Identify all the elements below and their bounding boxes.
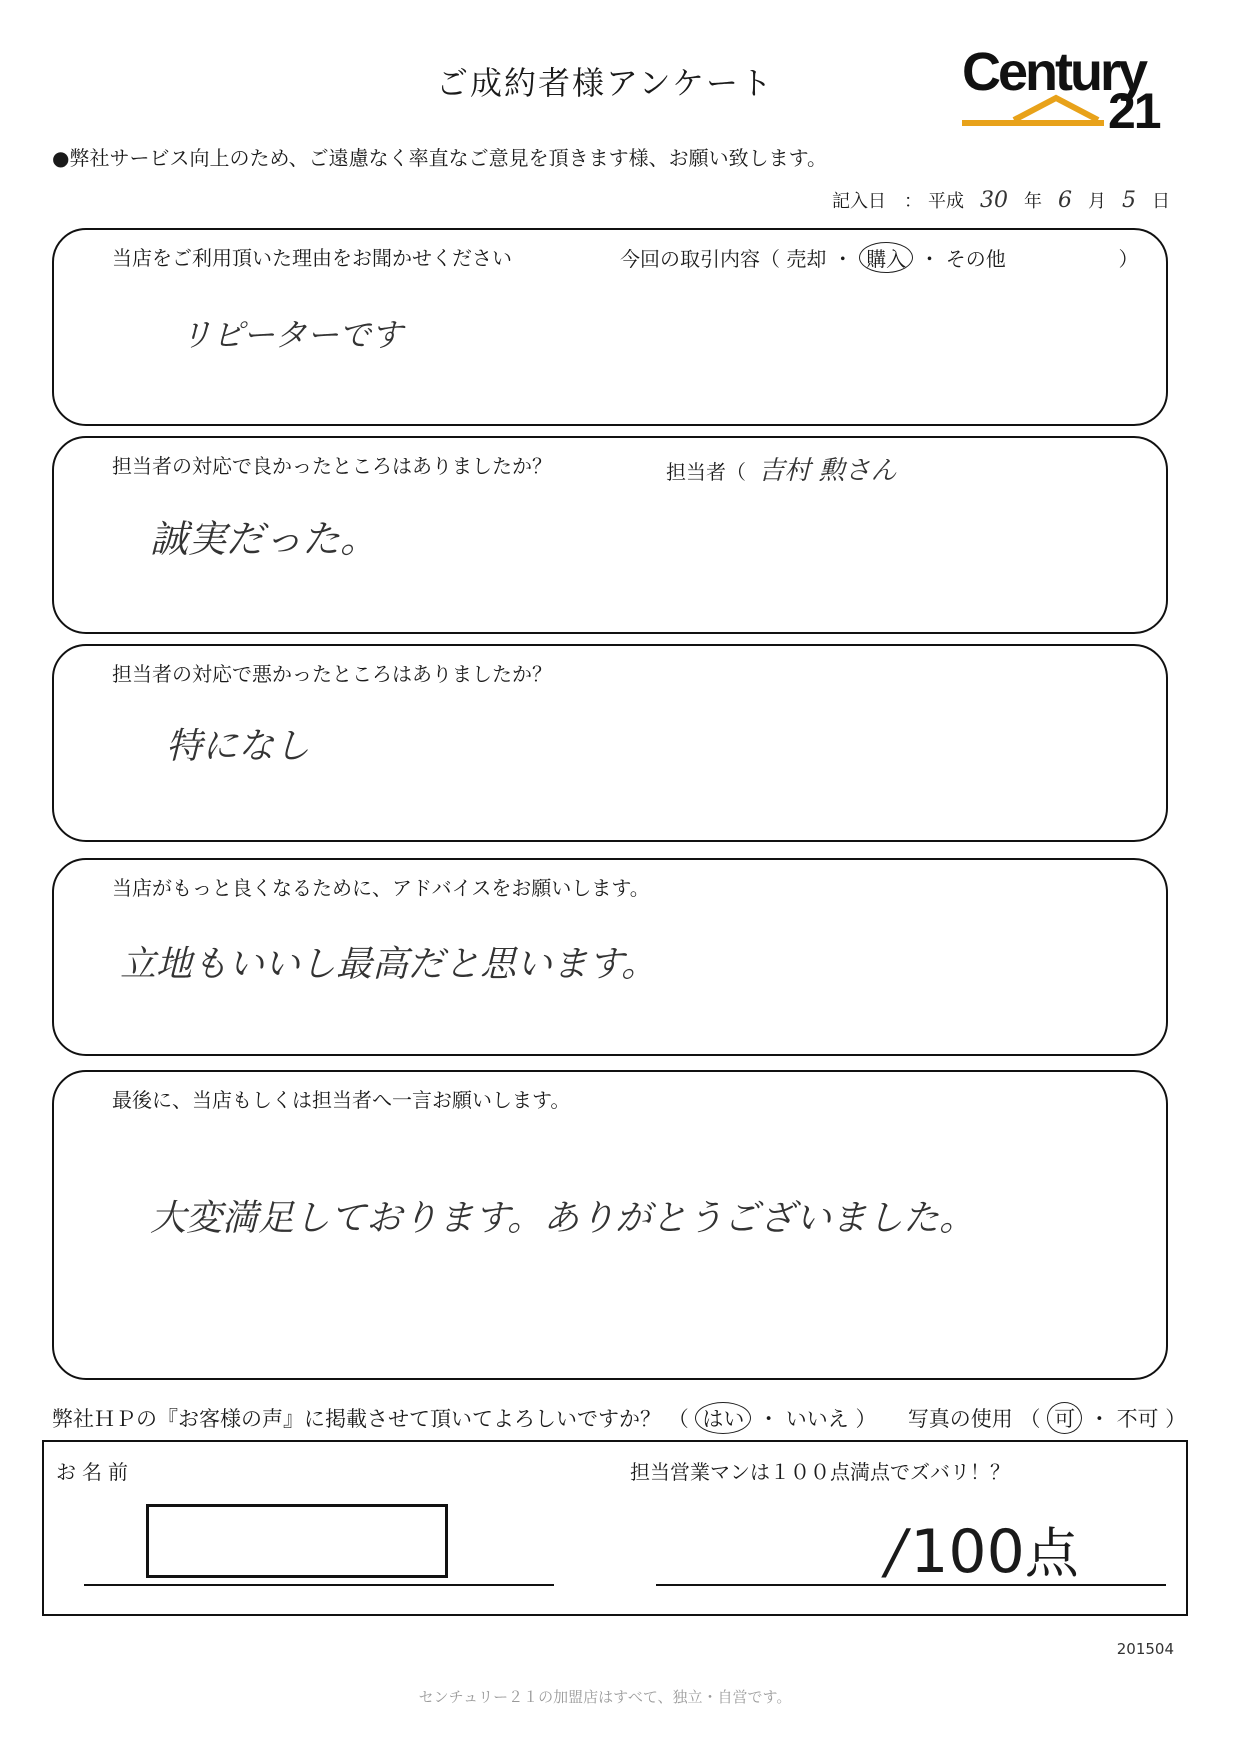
- score-underline: [656, 1584, 1166, 1586]
- staff-group: [666, 450, 897, 487]
- svg-text:Century: Century: [962, 42, 1146, 102]
- consent-no[interactable]: いいえ: [785, 1407, 849, 1431]
- paren: （: [1019, 1407, 1041, 1431]
- answer-message[interactable]: 大変満足しております。ありがとうございました。: [150, 1198, 976, 1239]
- score-unit: 点: [1024, 1522, 1079, 1585]
- date-month-value[interactable]: 6: [1058, 188, 1072, 213]
- date-label: 記入日 ：: [832, 191, 922, 212]
- deal-option-buy-selected[interactable]: 購入: [859, 242, 913, 273]
- name-underline: [84, 1584, 554, 1586]
- staff-label: 担当者（: [666, 460, 746, 484]
- separator: ・: [1088, 1407, 1110, 1431]
- name-score-box: [42, 1440, 1188, 1616]
- question-good-points: 担当者の対応で良かったところはありましたか？: [112, 454, 552, 478]
- photo-not-allowed[interactable]: 不可: [1116, 1407, 1159, 1431]
- question-box-advice: [52, 858, 1168, 1056]
- question-box-bad-points: [52, 644, 1168, 842]
- date-day-unit: 日: [1152, 191, 1170, 212]
- question-bad-points: 担当者の対応で悪かったところはありましたか？: [112, 662, 552, 686]
- deal-type-label: 今回の取引内容（: [620, 247, 780, 271]
- svg-text:21: 21: [1108, 83, 1160, 138]
- consent-yes-selected[interactable]: はい: [695, 1402, 751, 1434]
- score-question: 担当営業マンは１００点満点でズバリ！？: [630, 1460, 1010, 1484]
- separator: ・: [919, 247, 940, 271]
- deal-type-group: [620, 242, 1139, 273]
- staff-name[interactable]: 吉村 勲さん: [758, 456, 897, 486]
- paren: （: [667, 1407, 689, 1431]
- deal-close-paren: ）: [1118, 247, 1139, 271]
- answer-bad-points[interactable]: 特になし: [166, 726, 311, 767]
- separator: ・: [758, 1407, 780, 1431]
- date-row: [832, 187, 1170, 213]
- date-era: 平成: [928, 191, 964, 212]
- score-slash: /: [886, 1517, 907, 1587]
- question-advice: 当店がもっと良くなるために、アドバイスをお願いします。: [112, 876, 650, 900]
- deal-option-sell[interactable]: 売却: [786, 247, 827, 271]
- paren: ）: [855, 1407, 877, 1431]
- separator: ・: [832, 247, 853, 271]
- intro-text: ●弊社サービス向上のため、ご遠慮なく率直なご意見を頂きます様、お願い致します。: [52, 146, 828, 170]
- photo-allowed-selected[interactable]: 可: [1047, 1402, 1082, 1434]
- question-box-message: [52, 1070, 1168, 1380]
- photo-use-label: 写真の使用: [907, 1407, 1013, 1431]
- question-box-reason: [52, 228, 1168, 426]
- answer-good-points[interactable]: 誠実だった。: [150, 517, 379, 561]
- answer-reason[interactable]: リピーターです: [180, 316, 403, 354]
- name-label: お名前: [56, 1460, 134, 1484]
- question-box-good-points: [52, 436, 1168, 634]
- century21-logo: [958, 28, 1178, 138]
- name-redacted-field[interactable]: [146, 1504, 448, 1578]
- score-value-group[interactable]: [886, 1517, 1079, 1587]
- date-year-unit: 年: [1024, 191, 1042, 212]
- consent-row: [52, 1402, 1186, 1434]
- consent-question: 弊社ＨＰの『お客様の声』に掲載させて頂いてよろしいですか？: [52, 1407, 661, 1431]
- paren: ）: [1165, 1407, 1187, 1431]
- question-reason: 当店をご利用頂いた理由をお聞かせください: [112, 246, 512, 270]
- form-code: 201504: [1116, 1640, 1174, 1658]
- page-title: ご成約者様アンケート: [435, 64, 775, 102]
- date-day-value[interactable]: 5: [1122, 188, 1136, 213]
- score-value: 100: [910, 1517, 1025, 1587]
- answer-advice[interactable]: 立地もいいし最高だと思います。: [120, 944, 658, 985]
- footer-note: センチュリー２１の加盟店はすべて、独立・自営です。: [418, 1688, 792, 1706]
- date-month-unit: 月: [1088, 191, 1106, 212]
- question-message: 最後に、当店もしくは担当者へ一言お願いします。: [112, 1088, 571, 1112]
- date-year-value[interactable]: 30: [980, 188, 1008, 213]
- deal-option-other[interactable]: その他: [945, 247, 1006, 271]
